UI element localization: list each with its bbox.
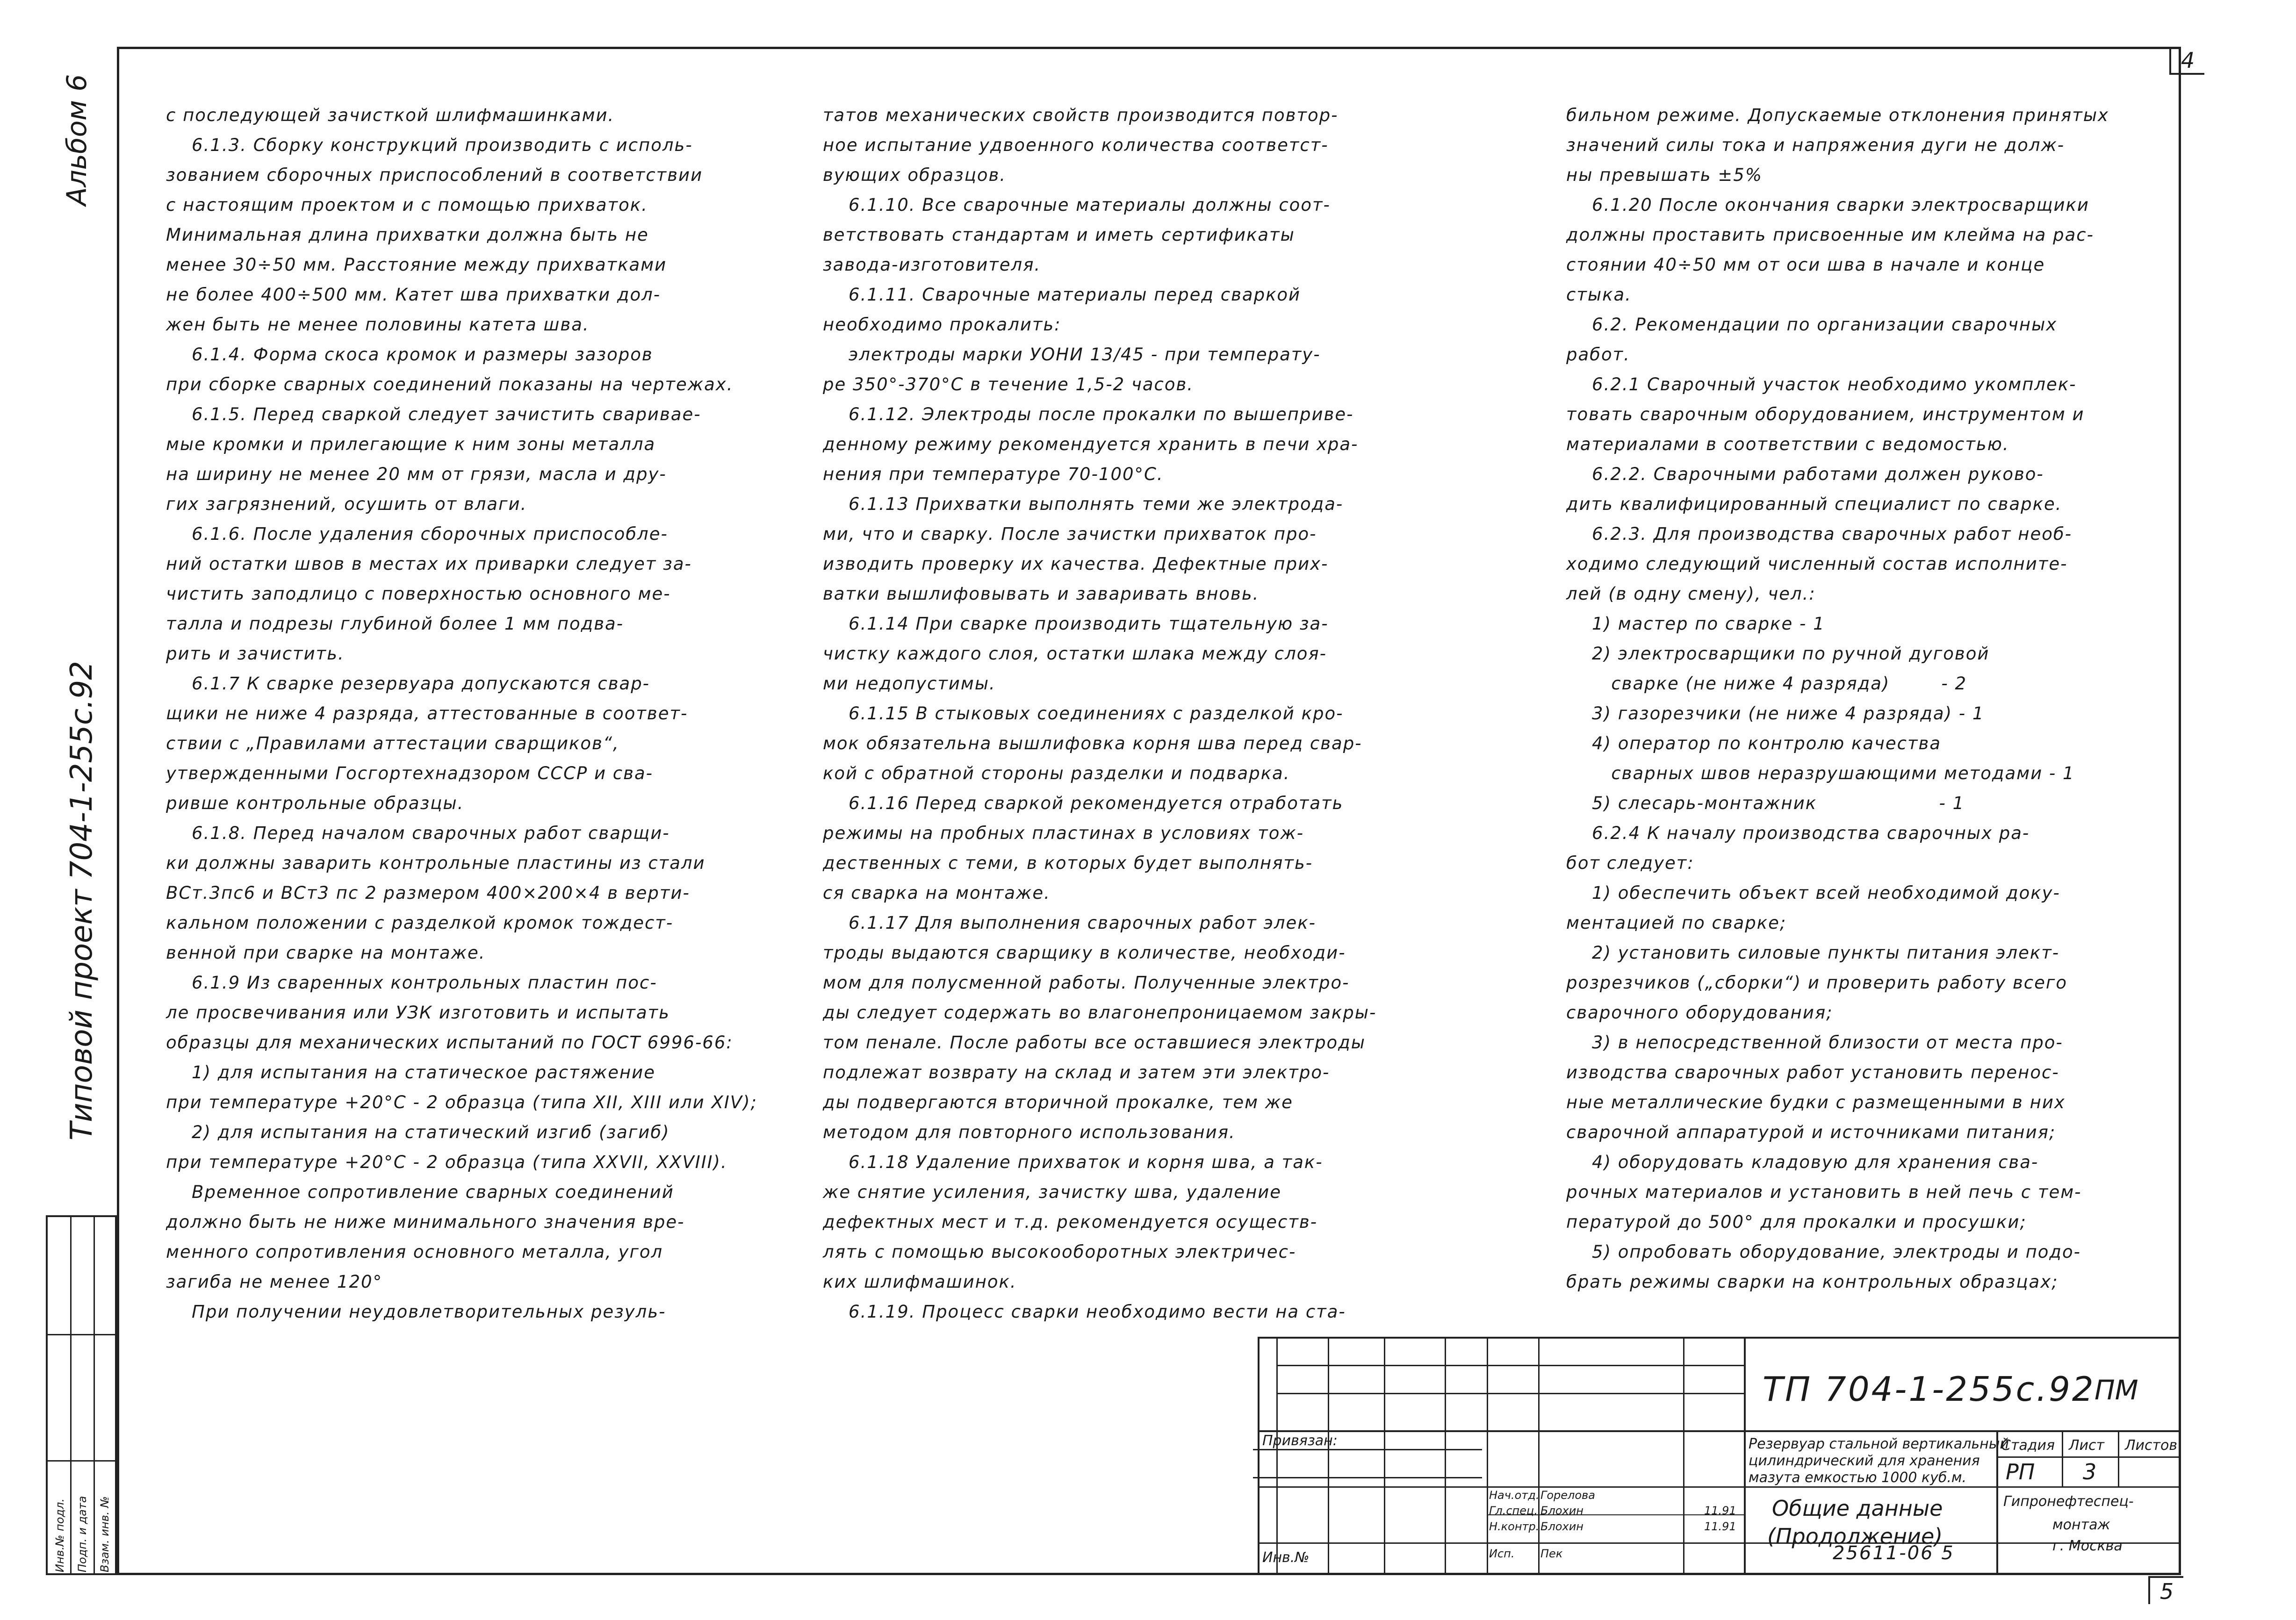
- column-3-line: товать сварочным оборудованием, инструментом и: [1566, 404, 2085, 424]
- date-1: 11.91: [1704, 1504, 1736, 1517]
- column-3-line: сварке (не ниже 4 разряда) - 2: [1566, 674, 1967, 694]
- column-3-line: 6.2.2. Сварочными работами должен руково-: [1566, 464, 2044, 484]
- column-2-line: ды подвергаются вторичной прокалке, тем же: [823, 1092, 1293, 1112]
- column-2-line: ся сварка на монтаже.: [823, 883, 1051, 903]
- column-2-line: троды выдаются сварщику в количестве, необходи-: [823, 943, 1346, 963]
- doc-title-1: Общие данные: [1772, 1496, 1943, 1521]
- document-code: ТП 704-1-255с.92: [1763, 1369, 2095, 1409]
- column-2-line: мом для полусменной работы. Полученные электро-: [823, 973, 1350, 993]
- column-2-line: 6.1.19. Процесс сварки необходимо вести на ста-: [823, 1302, 1346, 1322]
- doc-title-2: (Продолжение): [1767, 1524, 1943, 1549]
- column-2-line: лять с помощью высокооборотных электричес-: [823, 1242, 1296, 1262]
- column-3-line: рочных материалов и установить в ней печь с тем-: [1566, 1182, 2082, 1202]
- column-2-line: необходимо прокалить:: [823, 315, 1061, 335]
- role-4: Исп.: [1489, 1547, 1515, 1560]
- text-column-3: [1566, 100, 2174, 1297]
- column-1-line: Временное сопротивление сварных соединений: [166, 1182, 674, 1202]
- column-1-line: При получении неудовлетворительных резуль-: [166, 1302, 666, 1322]
- linked-label: Привязан:: [1262, 1433, 1338, 1449]
- column-2-line: том пенале. После работы все оставшиеся электроды: [823, 1032, 1366, 1053]
- column-1-line: при температуре +20°С - 2 образца (типа XXVII, XXVIII).: [166, 1152, 727, 1172]
- column-3-line: 4) оператор по контролю качества: [1566, 733, 1941, 753]
- column-1-line: Минимальная длина прихватки должна быть не: [166, 225, 649, 245]
- column-2-line: чистку каждого слоя, остатки шлака между слоя-: [823, 644, 1327, 664]
- column-3-line: 3) в непосредственной близости от места про-: [1566, 1032, 2063, 1053]
- column-2-line: 6.1.10. Все сварочные материалы должны соот-: [823, 195, 1331, 215]
- column-1-line: щики не ниже 4 разряда, аттестованные в соответ-: [166, 703, 688, 724]
- column-2-line: ми, что и сварку. После зачистки прихваток про-: [823, 524, 1317, 544]
- column-3-line: 4) оборудовать кладовую для хранения сва-: [1566, 1152, 2039, 1172]
- column-2-line: нения при температуре 70-100°С.: [823, 464, 1164, 484]
- column-2-line: денному режиму рекомендуется хранить в печи хра-: [823, 434, 1359, 454]
- org-line-3: г. Москва: [2052, 1538, 2123, 1554]
- role-1: Нач.отд.: [1489, 1489, 1540, 1502]
- column-2-line: кой с обратной стороны разделки и подварка.: [823, 763, 1290, 783]
- column-1-line: 1) для испытания на статическое растяжение: [166, 1062, 655, 1082]
- text-column-2: [823, 100, 1435, 1327]
- column-3-line: 5) опробовать оборудование, электроды и подо-: [1566, 1242, 2081, 1262]
- column-3-line: ментацией по сварке;: [1566, 913, 1787, 933]
- column-3-line: стоянии 40÷50 мм от оси шва в начале и конце: [1566, 255, 2045, 275]
- column-1-line: 6.1.8. Перед началом сварочных работ сварщи-: [166, 823, 670, 843]
- column-3-line: 6.2. Рекомендации по организации сварочных: [1566, 315, 2058, 335]
- name-1: Горелова: [1540, 1489, 1595, 1502]
- column-2-line: ное испытание удвоенного количества соответст-: [823, 135, 1329, 155]
- column-2-line: 6.1.15 В стыковых соединениях с разделкой кро-: [823, 703, 1344, 724]
- column-1-line: 6.1.7 К сварке резервуара допускаются свар-: [166, 674, 650, 694]
- column-3-line: брать режимы сварки на контрольных образцах;: [1566, 1272, 2058, 1292]
- side-album-label: Альбом 6: [61, 74, 93, 206]
- column-1-line: образцы для механических испытаний по ГОСТ 6996-66:: [166, 1032, 733, 1053]
- column-3-line: стыка.: [1566, 285, 1632, 305]
- column-2-line: 6.1.13 Прихватки выполнять теми же электрода-: [823, 494, 1344, 514]
- column-1-line: менного сопротивления основного металла, угол: [166, 1242, 663, 1262]
- column-2-line: режимы на пробных пластинах в условиях тож-: [823, 823, 1304, 843]
- column-2-line: ватки вышлифовывать и заваривать вновь.: [823, 584, 1260, 604]
- column-2-line: подлежат возврату на склад и затем эти электро-: [823, 1062, 1330, 1082]
- column-3-line: пературой до 500° для прокалки и просушки;: [1566, 1212, 2027, 1232]
- column-3-line: 6.2.1 Сварочный участок необходимо укомплек-: [1566, 374, 2077, 394]
- column-2-line: завода-изготовителя.: [823, 255, 1041, 275]
- column-1-line: ВСт.3пс6 и ВСт3 пс 2 размером 400×200×4 в верти-: [166, 883, 690, 903]
- org-line-1: Гипронефтеспец-: [2003, 1493, 2134, 1510]
- column-2-line: 6.1.12. Электроды после прокалки по вышеприве-: [823, 404, 1354, 424]
- column-3-line: 6.2.4 К началу производства сварочных ра-: [1566, 823, 2030, 843]
- column-2-line: изводить проверку их качества. Дефектные прих-: [823, 554, 1329, 574]
- column-2-line: татов механических свойств производится повтор-: [823, 105, 1339, 125]
- column-2-line: ре 350°-370°С в течение 1,5-2 часов.: [823, 374, 1194, 394]
- stage-header: Стадия: [2001, 1437, 2055, 1454]
- column-2-line: дефектных мест и т.д. рекомендуется осуществ-: [823, 1212, 1318, 1232]
- column-1-line: менее 30÷50 мм. Расстояние между прихватками: [166, 255, 667, 275]
- sheet-number-top: 4: [2169, 47, 2204, 75]
- stage-value: РП: [2006, 1459, 2035, 1484]
- column-3-line: сварочного оборудования;: [1566, 1003, 1833, 1023]
- org-line-2: монтаж: [2052, 1517, 2110, 1533]
- role-2: Гл.спец.: [1489, 1504, 1538, 1517]
- strip-label-replace: Взам. инв. №: [98, 1496, 111, 1572]
- column-3-line: ходимо следующий численный состав исполните-: [1566, 554, 2068, 574]
- column-3-line: лей (в одну смену), чел.:: [1566, 584, 1816, 604]
- column-3-line: 6.2.3. Для производства сварочных работ необ-: [1566, 524, 2073, 544]
- column-2-line: дественных с теми, в которых будет выполнять-: [823, 853, 1313, 873]
- archive-stamp: 25611-06 5: [1833, 1542, 1955, 1564]
- text-column-1: [166, 100, 778, 1327]
- column-3-line: ные металлические будки с размещенными в них: [1566, 1092, 2066, 1112]
- column-2-line: электроды марки УОНИ 13/45 - при температу-: [823, 344, 1321, 365]
- name-2: Блохин: [1540, 1504, 1583, 1517]
- side-project-label: Типовой проект 704-1-255с.92: [65, 661, 99, 1140]
- column-3-line: розрезчиков („сборки“) и проверить работу всего: [1566, 973, 2067, 993]
- title-block: [1258, 1337, 2181, 1575]
- column-3-line: сварочной аппаратурой и источниками питания;: [1566, 1122, 2056, 1142]
- column-1-line: 6.1.4. Форма скоса кромок и размеры зазоров: [166, 344, 653, 365]
- column-1-line: кальном положении с разделкой кромок тождест-: [166, 913, 674, 933]
- column-1-line: не более 400÷500 мм. Катет шва прихватки дол-: [166, 285, 661, 305]
- column-3-line: 1) мастер по сварке - 1: [1566, 614, 1825, 634]
- column-1-line: 6.1.3. Сборку конструкций производить с исполь-: [166, 135, 693, 155]
- column-1-line: 6.1.9 Из сваренных контрольных пластин пос-: [166, 973, 657, 993]
- column-3-line: значений силы тока и напряжения дуги не долж-: [1566, 135, 2065, 155]
- left-registration-strip: [46, 1215, 117, 1575]
- sheet-number-bottom: 5: [2148, 1576, 2183, 1604]
- column-1-line: жен быть не менее половины катета шва.: [166, 315, 590, 335]
- column-3-line: 2) электросварщики по ручной дуговой: [1566, 644, 1990, 664]
- sheets-header: Листов: [2125, 1437, 2178, 1454]
- column-2-line: ды следует содержать во влагонепроницаемом закры-: [823, 1003, 1377, 1023]
- name-4: Пек: [1540, 1547, 1563, 1560]
- document-code-suffix: ПМ: [2094, 1374, 2138, 1406]
- column-2-line: 6.1.16 Перед сваркой рекомендуется отработать: [823, 793, 1344, 813]
- column-1-line: ле просвечивания или УЗК изготовить и испытать: [166, 1003, 670, 1023]
- column-3-line: сварных швов неразрушающими методами - 1: [1566, 763, 2075, 783]
- date-2: 11.91: [1704, 1520, 1736, 1533]
- inv-label: Инв.№: [1262, 1549, 1310, 1566]
- column-1-line: при сборке сварных соединений показаны на чертежах.: [166, 374, 734, 394]
- column-1-line: 2) для испытания на статический изгиб (загиб): [166, 1122, 670, 1142]
- role-3: Н.контр.: [1489, 1520, 1540, 1533]
- column-1-line: с последующей зачисткой шлифмашинками.: [166, 105, 615, 125]
- column-1-line: должно быть не ниже минимального значения вре-: [166, 1212, 685, 1232]
- sheet-value: 3: [2083, 1459, 2097, 1484]
- column-3-line: 2) установить силовые пункты питания элект-: [1566, 943, 2060, 963]
- column-1-line: ривше контрольные образцы.: [166, 793, 464, 813]
- column-1-line: талла и подрезы глубиной более 1 мм подва-: [166, 614, 624, 634]
- column-3-line: 1) обеспечить объект всей необходимой доку-: [1566, 883, 2060, 903]
- strip-label-inv: Инв.№ подл.: [53, 1498, 66, 1572]
- column-1-line: ки должны заварить контрольные пластины из стали: [166, 853, 705, 873]
- object-title-line-1: Резервуар стальной вертикальный: [1749, 1436, 2009, 1452]
- column-1-line: 6.1.6. После удаления сборочных приспособле-: [166, 524, 668, 544]
- column-2-line: вующих образцов.: [823, 165, 1007, 185]
- column-1-line: ствии с „Правилами аттестации сварщиков“,: [166, 733, 619, 753]
- column-1-line: на ширину не менее 20 мм от грязи, масла и дру-: [166, 464, 667, 484]
- column-2-line: 6.1.14 При сварке производить тщательную за-: [823, 614, 1329, 634]
- column-1-line: ний остатки швов в местах их приварки следует за-: [166, 554, 692, 574]
- column-3-line: 6.1.20 После окончания сварки электросварщики: [1566, 195, 2089, 215]
- column-1-line: зованием сборочных приспособлений в соответствии: [166, 165, 703, 185]
- column-3-line: бот следует:: [1566, 853, 1694, 873]
- object-title-line-3: мазута емкостью 1000 куб.м.: [1749, 1469, 1967, 1486]
- name-3: Блохин: [1540, 1520, 1583, 1533]
- column-1-line: гих загрязнений, осушить от влаги.: [166, 494, 527, 514]
- sheet-header: Лист: [2069, 1437, 2105, 1454]
- column-3-line: изводства сварочных работ установить перенос-: [1566, 1062, 2059, 1082]
- column-2-line: же снятие усиления, зачистку шва, удаление: [823, 1182, 1282, 1202]
- column-2-line: ми недопустимы.: [823, 674, 996, 694]
- column-3-line: бильном режиме. Допускаемые отклонения принятых: [1566, 105, 2109, 125]
- column-2-line: методом для повторного использования.: [823, 1122, 1236, 1142]
- column-1-line: загиба не менее 120°: [166, 1272, 383, 1292]
- column-3-line: материалами в соответствии с ведомостью.: [1566, 434, 2009, 454]
- column-3-line: 3) газорезчики (не ниже 4 разряда) - 1: [1566, 703, 1985, 724]
- column-1-line: чистить заподлицо с поверхностью основного ме-: [166, 584, 671, 604]
- column-1-line: 6.1.5. Перед сваркой следует зачистить свариваe-: [166, 404, 701, 424]
- strip-label-sign: Подп. и дата: [76, 1496, 89, 1572]
- column-2-line: ветствовать стандартам и иметь сертификаты: [823, 225, 1295, 245]
- column-2-line: 6.1.11. Сварочные материалы перед сваркой: [823, 285, 1301, 305]
- object-title-line-2: цилиндрический для хранения: [1749, 1453, 1980, 1469]
- column-1-line: при температуре +20°С - 2 образца (типа XII, XIII или XIV);: [166, 1092, 757, 1112]
- column-3-line: ны превышать ±5%: [1566, 165, 1763, 185]
- column-1-line: венной при сварке на монтаже.: [166, 943, 486, 963]
- column-1-line: с настоящим проектом и с помощью прихваток.: [166, 195, 648, 215]
- column-3-line: 5) слесарь-монтажник - 1: [1566, 793, 1965, 813]
- column-2-line: мок обязательна вышлифовка корня шва перед свар-: [823, 733, 1362, 753]
- column-1-line: мые кромки и прилегающие к ним зоны металла: [166, 434, 656, 454]
- column-3-line: должны проставить присвоенные им клейма на рас-: [1566, 225, 2094, 245]
- column-2-line: 6.1.17 Для выполнения сварочных работ элек-: [823, 913, 1316, 933]
- column-1-line: утвержденными Госгортехнадзором СССР и сва-: [166, 763, 653, 783]
- column-3-line: работ.: [1566, 344, 1630, 365]
- column-3-line: дить квалифицированный специалист по сварке.: [1566, 494, 2062, 514]
- column-2-line: 6.1.18 Удаление прихваток и корня шва, а так-: [823, 1152, 1323, 1172]
- column-2-line: ких шлифмашинок.: [823, 1272, 1017, 1292]
- column-1-line: рить и зачистить.: [166, 644, 345, 664]
